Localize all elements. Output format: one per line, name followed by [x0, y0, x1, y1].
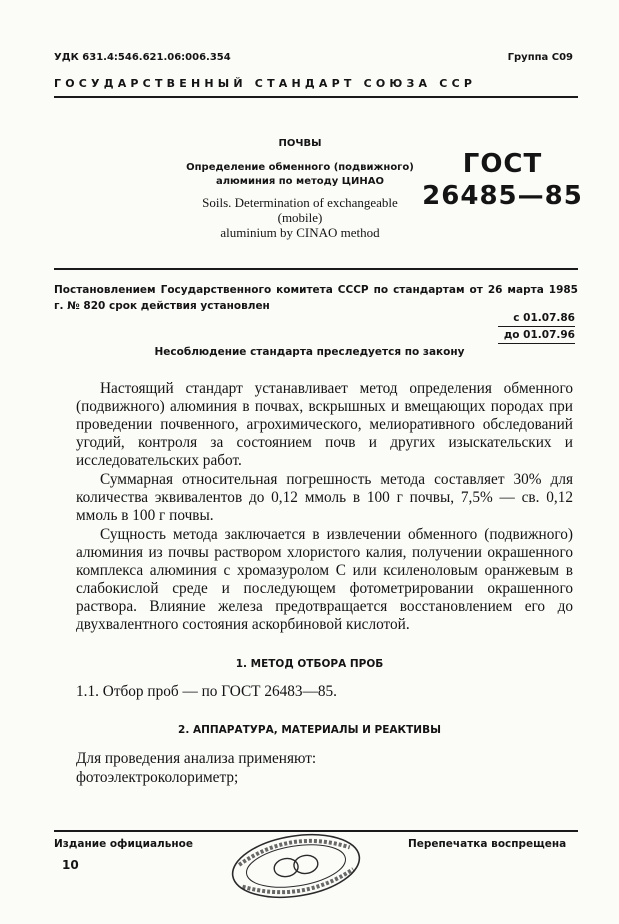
title-ru-line-2: алюминия по методу ЦИНАО: [215, 176, 384, 187]
section-1-heading: 1. МЕТОД ОТБОРА ПРОБ: [235, 658, 384, 670]
section-2-heading: 2. АППАРАТУРА, МАТЕРИАЛЫ И РЕАКТИВЫ: [178, 724, 441, 736]
decree-text: Постановлением Государственного комитета СССР по стандартам от 26 марта 1985 г. № 820 срок действия установлен: [54, 284, 578, 312]
paragraph: Настоящий стандарт устанавливает метод определения обменного (подвижного) алюминия в почвах, вскрышных и вмещающих породах при проведении почвенного, агрохимического, мелиоративного обследований угодий, контроля за состоянием почв и других изыскательских и исследовательских работ.: [76, 380, 573, 469]
title-en-line-1: Soils. Determination of exchangeable (mobile): [202, 195, 398, 225]
title-english: [180, 195, 420, 240]
gost-designation: [420, 148, 585, 212]
page-number: 10: [62, 858, 79, 872]
edition-label: Издание официальное: [54, 838, 193, 850]
section-2-item-1: фотоэлектроколориметр;: [76, 769, 239, 786]
title-block: [180, 138, 420, 240]
title-main: ПОЧВЫ: [278, 138, 322, 149]
title-en-line-2: aluminium by CINAO method: [220, 225, 380, 240]
valid-to: до 01.07.96: [498, 327, 575, 344]
title-rule: [54, 268, 578, 270]
valid-from: с 01.07.86: [498, 310, 575, 327]
section-2-text: [76, 749, 573, 787]
reprint-notice: Перепечатка воспрещена: [408, 838, 567, 850]
title-russian: [180, 161, 420, 189]
section-2-intro: Для проведения анализа применяют:: [76, 750, 317, 767]
paragraph: Суммарная относительная погрешность метода составляет 30% для количества эквивалентов до 0,12 ммоль в 100 г почвы, 7,5% — св. 0,12 ммоль в 100 г почвы.: [76, 471, 573, 524]
gost-label: ГОСТ: [462, 149, 543, 179]
validity-dates: [498, 310, 575, 344]
state-standard-heading: ГОСУДАРСТВЕННЫЙ СТАНДАРТ СОЮЗА ССР: [54, 77, 477, 90]
gost-number: 26485—85: [422, 181, 583, 211]
library-stamp: [226, 826, 366, 906]
section-1-item: 1.1. Отбор проб — по ГОСТ 26483—85.: [76, 683, 338, 700]
law-notice: Несоблюдение стандарта преследуется по закону: [154, 346, 465, 358]
title-ru-line-1: Определение обменного (подвижного): [186, 162, 414, 173]
body-text: [76, 380, 573, 635]
udk-code: УДК 631.4:546.621.06:006.354: [54, 52, 231, 63]
paragraph: Сущность метода заключается в извлечении обменного (подвижного) алюминия из почвы раствором хлористого калия, получении окрашенного комплекса алюминия с хромазуролом С или ксиленоловым оранжевым в слабокислой среде и последующем фотометрировании окрашенного раствора. Влияние железа предотвращается восстановлением его до двухвалентного состояния аскорбиновой кислотой.: [76, 526, 573, 633]
header-rule: [54, 96, 578, 98]
group-code: Группа С09: [507, 52, 573, 63]
